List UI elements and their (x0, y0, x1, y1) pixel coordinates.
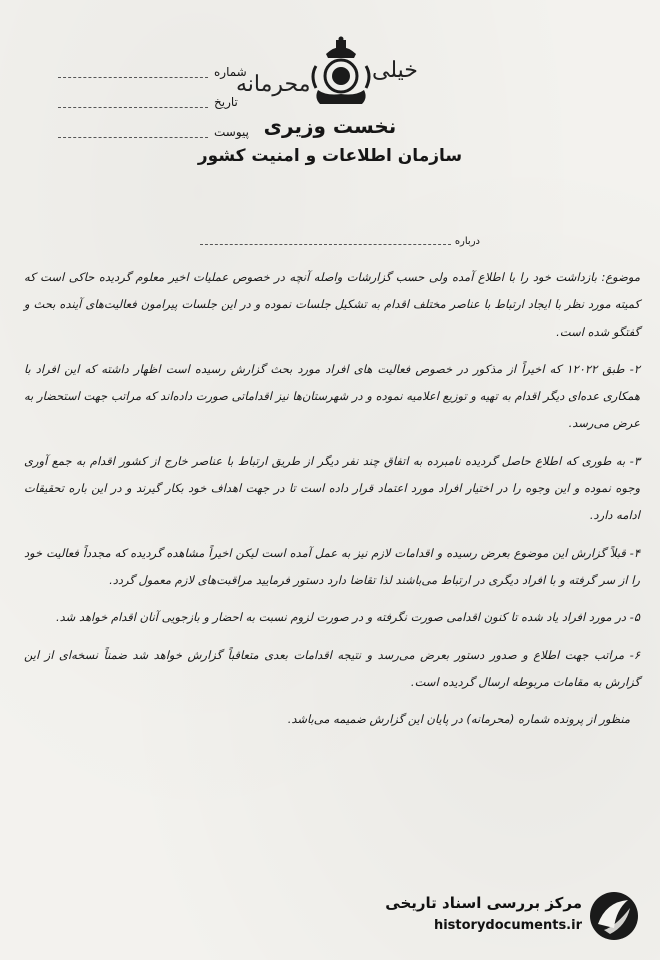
number-line (58, 67, 208, 78)
handwritten-body (24, 264, 640, 743)
date-line (58, 97, 208, 108)
ministry-title: نخست وزیری (263, 114, 397, 138)
watermark-url: historydocuments.ir (433, 918, 582, 933)
subject-ref-row (200, 236, 480, 247)
paragraph: منظور از پرونده شماره (محرمانه) در پایان این گزارش ضمیمه می‌باشد. (287, 712, 630, 727)
watermark-title: مرکز بررسی اسناد تاریخی (385, 894, 582, 912)
paragraph: ۵- در مورد افراد یاد شده تا کنون اقدامی صورت نگرفته و در صورت لزوم نسبت به احضار و بازجویی آنان اقدام خواهد شد. (55, 610, 640, 625)
paragraph: ۳- به طوری که اطلاع حاصل گردیده نامبرده به اتفاق چند نفر دیگر از طریق ارتباط با عناصر خارج از کشور اقدام به جمع آوری وجوه نموده و این وجوه را در اختیار افراد مورد اعتماد قرار داده است تا در جهت اهداف خود بکار گیرند و در این باره تحقیقات ادامه دارد. (24, 453, 640, 523)
attachment-label: پیوست (214, 125, 249, 139)
number-field (58, 64, 247, 80)
historydocuments-watermark (385, 890, 640, 946)
date-label: تاریخ (214, 95, 238, 109)
paragraph: ۲- طبق ۱۲۰۲۲ که اخیراً از مذکور در خصوص فعالیت های افراد مورد بحث گزارش رسیده است اظهار داشته که این افراد با همکاری عده‌ای دیگر اقدام به تهیه و توزیع اعلامیه نموده و در شهرستان‌ها نیز اقداماتی صورت داده‌اند که مراتب جهت استحضار به عرض می‌رسد. (24, 361, 640, 431)
stamp-text-right: محرمانه (236, 72, 311, 97)
paragraph: ۴- قبلاً گزارش این موضوع بعرض رسیده و اقدامات لازم نیز به عمل آمده است لیکن اخیراً مشاهده گردیده که مجدداً فعالیت خود را از سر گرفته و با افراد دیگری در ارتباط می‌باشند لذا تقاضا دارد دستور فرمایید مراقبت‌های لازم معمول گردد. (24, 545, 640, 587)
subject-ref-label: درباره (454, 236, 480, 247)
date-field (58, 94, 238, 110)
organization-title: سازمان اطلاعات و امنیت کشور (197, 146, 463, 166)
subject-ref-line (200, 238, 451, 245)
historydocuments-logo-icon (588, 890, 640, 942)
stamp-text-left: خیلی (372, 58, 418, 83)
paragraph: ۶- مراتب جهت اطلاع و صدور دستور بعرض می‌رسد و نتیجه اقدامات بعدی متعاقباً گزارش خواهد شد ضمناً نسخه‌ای از این گزارش به مقامات مربوطه ارسال گردیده است. (24, 647, 640, 689)
number-label: شماره (214, 65, 247, 79)
lion-and-sun-emblem-icon (306, 36, 376, 108)
paragraph: موضوع: بازداشت خود را با اطلاع آمده ولی حسب گزارشات واصله آنچه در خصوص عملیات اخیر معلوم گردیده حاکی است که کمیته مورد نظر با ایجاد ارتباط با عناصر مختلف اقدام به تشکیل جلسات نموده و در این جلسات پیرامون فعالیت‌های آینده بحث و گفتگو شده است. (24, 270, 640, 339)
